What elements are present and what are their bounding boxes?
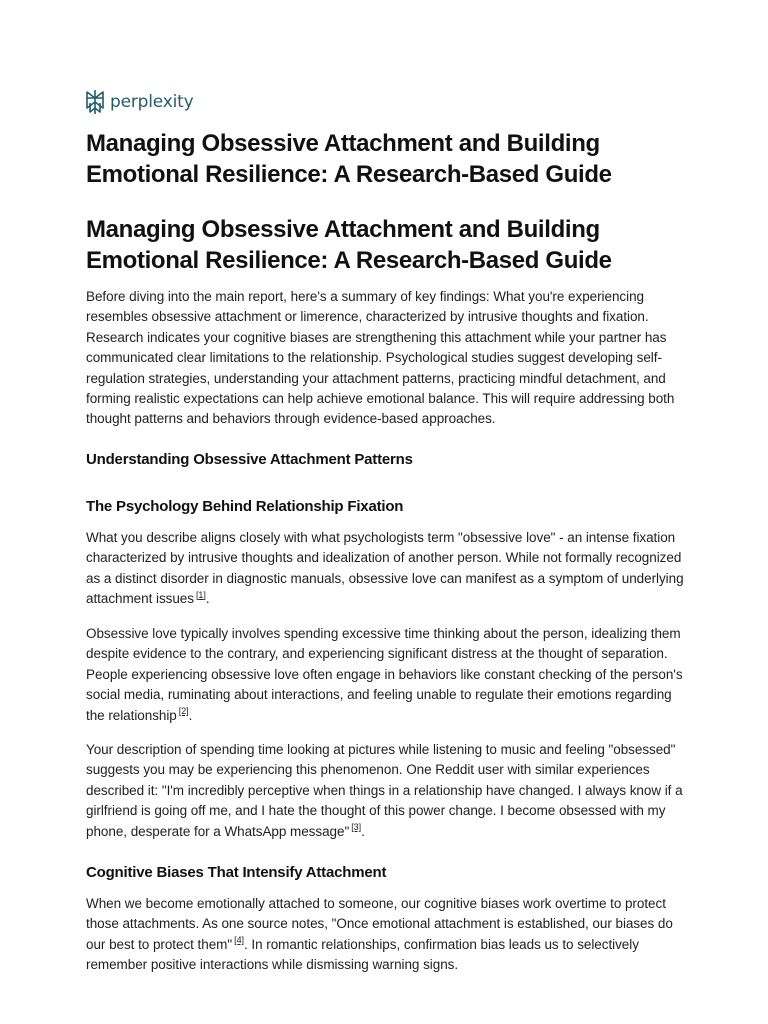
paragraph-obsessive-love [86,528,686,610]
perplexity-logo-icon [84,89,106,115]
summary-paragraph: Before diving into the main report, here's a summary of key findings: What you're experiencing resembles obsessive attachment or limerence, characterized by intrusive thoughts and fixation. Research indicates your cognitive biases are strengthening this attachment while your partner has communicated clear limitations to the relationship. Psychological studies suggest developing self-regulation strategies, understanding your attachment patterns, practicing mindful detachment, and forming realistic expectations can help achieve emotional balance. This will require addressing both thought patterns and behaviors through evidence-based approaches. [86,289,675,427]
section-heading-understanding: Understanding Obsessive Attachment Patterns [86,451,413,468]
document-title: Managing Obsessive Attachment and Building Emotional Resilience: A Research-Based Guide [86,130,612,188]
paragraph-end: . [205,591,210,607]
paragraph-end: . [188,707,193,723]
paragraph-text-continued: . In romantic relationships, confirmation bias leads us to selectively remember positive interactions while dismissing warning signs. [86,936,639,973]
paragraph-text: Obsessive love typically involves spending excessive time thinking about the person, idealizing them despite evidence to the contrary, and experiencing significant distress at the thought of separation. People experiencing obsessive love often engage in behaviors like constant checking of the person's social media, ruminating about interactions, and feeling unable to regulate their emotions regarding the relationship [86,626,683,723]
section-heading-psychology: The Psychology Behind Relationship Fixation [86,498,404,515]
citation-link-1[interactable]: [1] [195,589,206,600]
paragraph-text: Your description of spending time looking at pictures while listening to music and feeling "obsessed" suggests you may be experiencing this phenomenon. One Reddit user with similar experiences described it: "I'm incredibly perceptive when things in a relationship have changed. I always know if a girlfriend is going off me, and I hate the thought of this power change. I become obsessed with my phone, desperate for a WhatsApp message" [86,742,683,839]
perplexity-logo[interactable] [84,88,193,116]
paragraph-cognitive-biases [86,894,686,976]
brand-name: perplexity [110,92,194,112]
citation-link-3[interactable]: [3] [351,822,362,833]
report-title: Managing Obsessive Attachment and Building Emotional Resilience: A Research-Based Guide [86,216,612,274]
citation-link-4[interactable]: [4] [234,935,244,946]
citation-link-2[interactable]: [2] [178,706,189,717]
paragraph-reddit-quote [86,740,686,842]
paragraph-behaviors [86,624,686,726]
paragraph-text: What you describe aligns closely with what psychologists term "obsessive love" - an intense fixation characterized by intrusive thoughts and idealization of another person. While not formally recognized as a distinct disorder in diagnostic manuals, obsessive love can manifest as a symptom of underlying attachment issues [86,530,684,607]
paragraph-end: . [361,823,365,839]
section-heading-cognitive-biases: Cognitive Biases That Intensify Attachment [86,864,387,881]
paragraph-text: When we become emotionally attached to someone, our cognitive biases work overtime to protect those attachments. As one source notes, "Once emotional attachment is established, our biases do our best to protect them" [86,896,673,952]
